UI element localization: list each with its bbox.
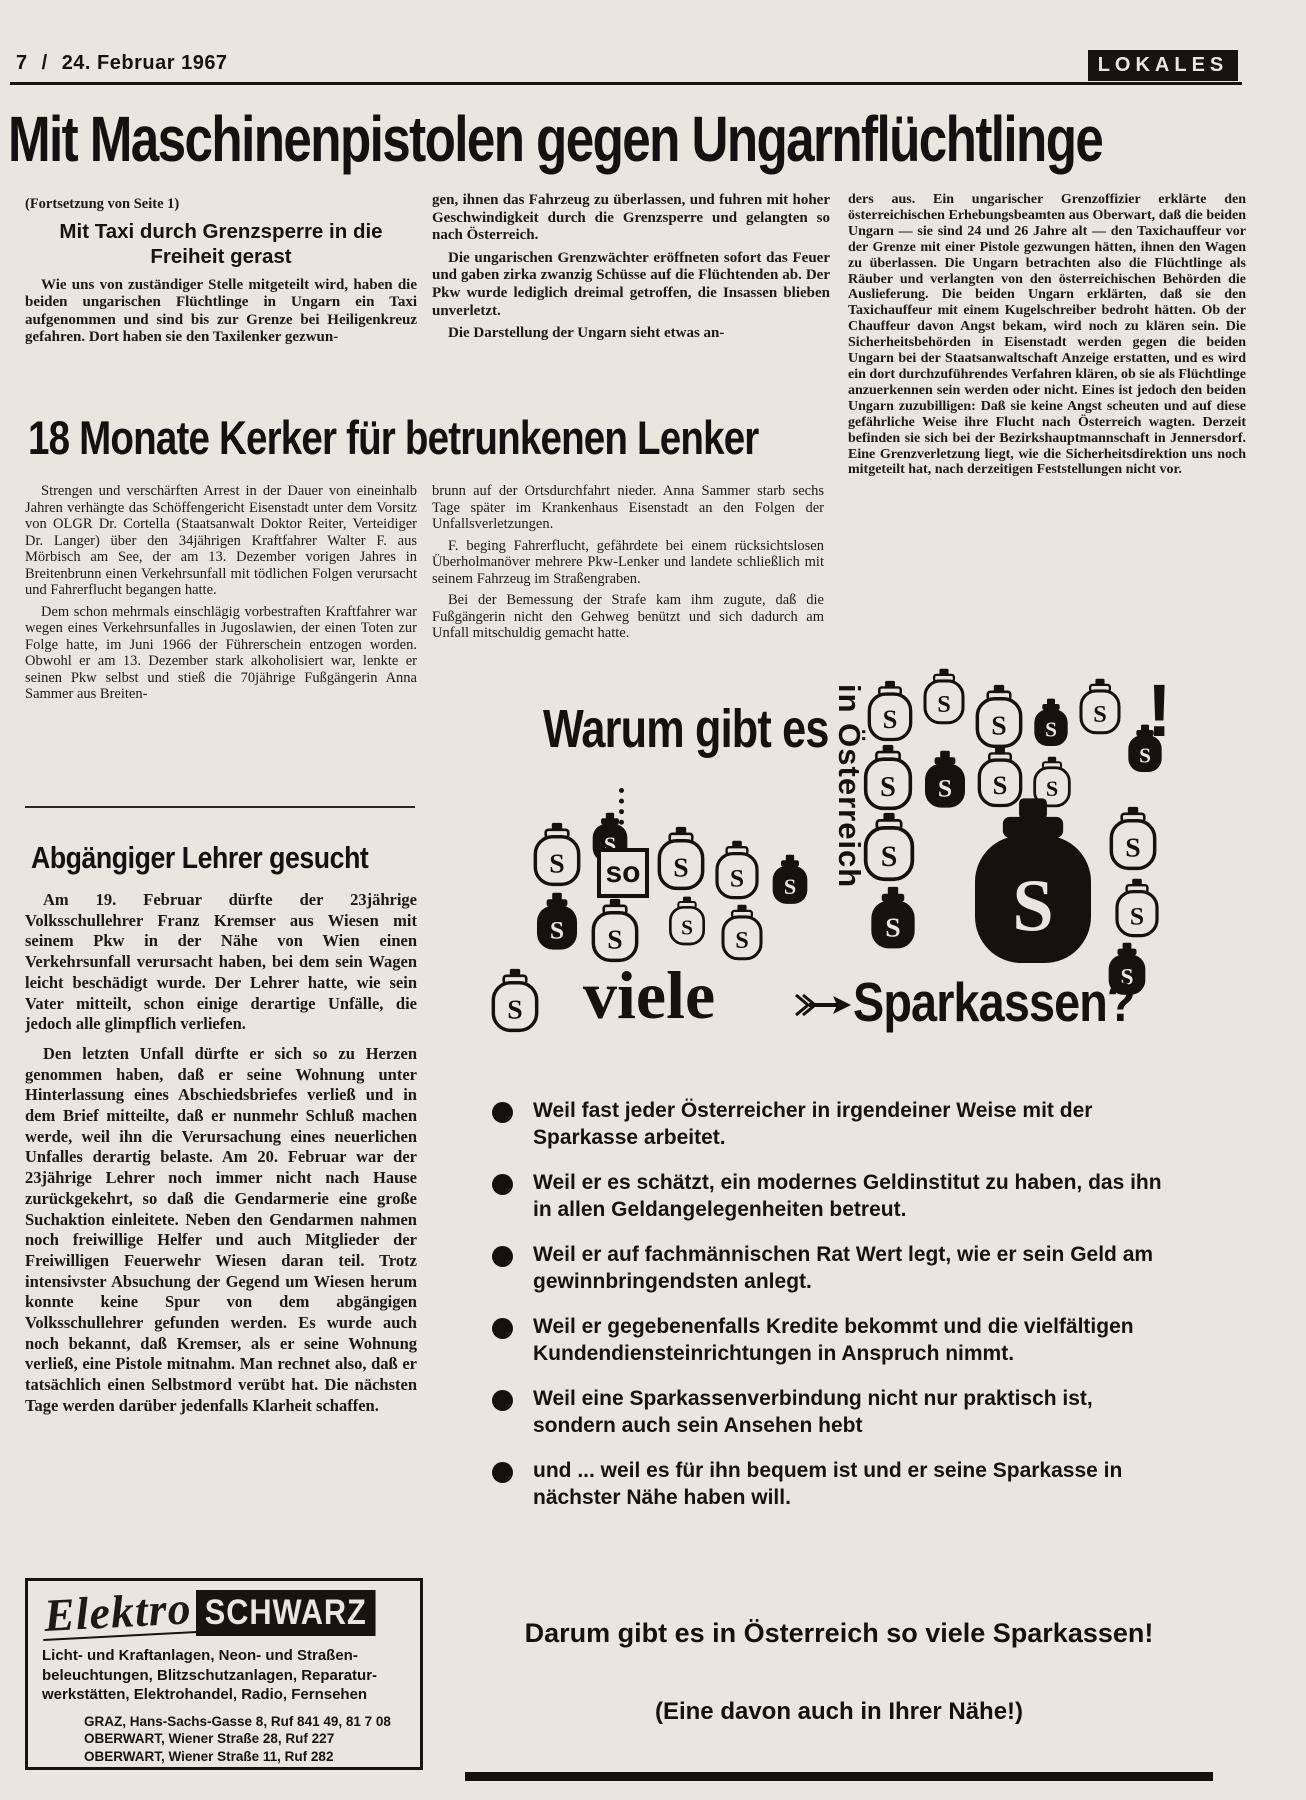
ad-closing-note: (Eine davon auch in Ihrer Nähe!) xyxy=(654,1698,1024,1725)
sparkassen-ad-graphic xyxy=(465,640,1213,1085)
body-paragraph: Die ungarischen Grenzwächter eröffneten sofort das Feuer und gaben zirka zwanzig Schüsse auf die Flüchtenden ab. Der Pkw wurde lediglich dreimal getroffen, die Insassen blieben unverletzt. xyxy=(432,249,830,319)
ad-bottom-rule xyxy=(465,1772,1213,1781)
elektro-description-line: werkstätten, Elektrohandel, Radio, Fernsehen xyxy=(42,1686,368,1703)
savings-jar-icon xyxy=(537,893,577,950)
savings-jar-icon xyxy=(869,681,910,740)
bullet-text: Weil fast jeder Österreicher in irgendeiner Weise mit der Sparkasse arbeitet. xyxy=(533,1099,1093,1149)
body-paragraph: gen, ihnen das Fahrzeug zu überlassen, und fuhren mit hoher Geschwindigkeit durch die Grenzsperre und gelangten so nach Österreich. xyxy=(432,192,830,244)
savings-jar-icon xyxy=(925,669,963,723)
body-paragraph: Dem schon mehrmals einschlägig vorbestraften Kraftfahrer war wegen eines Verkehrsunfalles in Jugoslawien, der einen Toten zur Folge hatte, im Juni 1966 der Führerschein entzogen worden. Obwohl er am 13. Dezember stark alkoholisiert war, lenkte er seinen Pkw selbst und stieß die 70jährige Fußgängerin Anna Sammer aus Breiten- xyxy=(25,603,417,702)
body-paragraph: Bei der Bemessung der Strafe kam ihm zugute, daß die Fußgängerin nicht den Gehweg benützt und sich dadurch am Unfall mitschuldig gemacht hatte. xyxy=(432,592,824,641)
column-divider-rule xyxy=(25,806,415,808)
lead-article-column-1 xyxy=(25,196,417,347)
bullet-text: Weil er gegebenenfalls Kredite bekommt und die vielfältigen Kundendiensteinrichtungen in Anspruch nimmt. xyxy=(533,1315,1134,1365)
list-item xyxy=(492,1458,1182,1511)
list-item xyxy=(492,1242,1182,1295)
issue-date: 24. Februar 1967 xyxy=(61,52,228,74)
savings-jar-icon xyxy=(925,751,965,808)
savings-jar-icon xyxy=(717,841,757,898)
elektro-brand-row xyxy=(42,1582,408,1641)
ad-word-viele: viele xyxy=(583,957,716,1033)
body-paragraph: Strengen und verschärften Arrest in der Dauer von eineinhalb Jahren verhängte das Schöffengericht Eisenstadt unter dem Vorsitz von OLGR Dr. Cortella (Staatsanwalt Doktor Reiter, Verteidiger Dr. Langer) über den 34jährigen Kraftfahrer Walter F. aus Mörbisch am See, der am 13. Dezember vorigen Jahres in Breitenbrunn einen Verkehrsunfall mit tödlichen Folgen verursacht und Fahrerflucht begangen hatte. xyxy=(25,483,417,598)
list-item xyxy=(492,1098,1182,1151)
body-paragraph: ders aus. Ein ungarischer Grenzoffizier erklärte den österreichischen Erhebungsbeamten aus Oberwart, daß die beiden Ungarn — sie sind 24 und 26 Jahre alt — den Taxichauffeur vor der Grenze mit einer Pistole gezwungen hätten, ihnen den Wagen zu überlassen. Die Ungarn betrachten also die Flüchtlinge als Räuber und verlangten von den österreichischen Behörden die Auslieferung. Die beiden Ungarn erklärten, daß sie den Taxichauffeur mit einem Kugelschreiber bedroht hätten. Ob der Chauffeur davon Angst bekam, wird noch zu klären sein. Die Sicherheitsbehörden in Eisenstadt werden gegen die beiden Ungarn bei der Staatsanwaltschaft Anzeige erstatten, und es wird ein dort durchzuführendes Verfahren klären, ob sie als Flüchtlinge anzuerkennen sein werden oder nicht. Eines ist jedoch den beiden Ungarn zuzubilligen: Daß sie keine Angst scheuten und auf diese gefährliche Weise ihre Flucht nach Österreich wagten. Derzeit befinden sie sich bei der Bezirkshauptmannschaft in Jennersdorf. Eine Grenzverletzung liegt, wie die Sicherheitsdirektion uns noch mitgeteilt hat, nach derzeitigen Feststellungen nicht vor. xyxy=(848,192,1246,478)
bullet-text: und ... weil es für ihn bequem ist und er seine Sparkasse in nächster Nähe haben will. xyxy=(533,1459,1123,1509)
lead-article-column-2 xyxy=(432,192,830,343)
masthead-folio xyxy=(16,52,228,75)
teacher-headline: Abgängiger Lehrer gesucht xyxy=(31,840,369,875)
elektro-description xyxy=(42,1646,408,1705)
elektro-address-line: GRAZ, Hans-Sachs-Gasse 8, Ruf 841 49, 81 7 08 xyxy=(84,1713,391,1729)
elektro-address-line: OBERWART, Wiener Straße 11, Ruf 282 xyxy=(84,1748,334,1764)
list-item xyxy=(492,1170,1182,1223)
savings-jar-icon xyxy=(1081,679,1119,733)
ad-word-warum: Warum gibt es xyxy=(543,699,829,759)
savings-jar-icon xyxy=(670,897,703,944)
bullet-text: Weil eine Sparkassenverbindung nicht nur praktisch ist, sondern auch sein Ansehen hebt xyxy=(533,1387,1093,1437)
elektro-schwarz-ad xyxy=(25,1578,423,1770)
savings-jar-icon xyxy=(871,887,914,949)
savings-jar-icon xyxy=(773,855,808,904)
elektro-brand-script: Elektro xyxy=(41,1585,199,1641)
savings-jar-icon xyxy=(1034,699,1067,746)
lead-article-column-3 xyxy=(848,192,1246,478)
savings-jar-icon xyxy=(866,745,911,808)
section-label: LOKALES xyxy=(1088,50,1238,81)
ad-exclamation-mark: ! xyxy=(1147,669,1172,752)
body-paragraph: Am 19. Februar dürfte der 23jährige Volksschullehrer Franz Kremser aus Wiesen mit seinem Pkw in der Nähe von Wien einen Verkehrsunfall verursacht haben, bei dem sein Wagen leicht beschädigt wurde. Der Lehrer hatte, wie sein Vater mitteilt, schon einige derartige Unfälle, die jedoch alle glimpflich verliefen. xyxy=(25,890,417,1034)
page-number: 7 xyxy=(16,52,28,74)
body-paragraph: Die Darstellung der Ungarn sieht etwas an- xyxy=(448,325,725,342)
court-article-column-1 xyxy=(25,483,417,703)
savings-jar-icon xyxy=(975,798,1091,963)
body-paragraph: brunn auf der Ortsdurchfahrt nieder. Anna Sammer starb sechs Tage später im Krankenhaus Eisenstadt an den Folgen der Unfallsverletzungen. xyxy=(432,483,824,532)
savings-jar-icon xyxy=(977,685,1020,747)
savings-jar-icon xyxy=(593,899,636,961)
bullet-dot-icon xyxy=(492,1102,513,1123)
elektro-description-line: beleuchtungen, Blitzschutzanlagen, Reparatur- xyxy=(42,1666,378,1684)
savings-jar-icon xyxy=(866,813,913,879)
lead-subhead: Mit Taxi durch Grenzsperre in die Freiheit gerast xyxy=(59,219,383,268)
savings-jar-icon xyxy=(1111,807,1154,869)
ad-word-so: so xyxy=(597,848,649,898)
ad-closing-line: Darum gibt es in Österreich so viele Sparkassen! xyxy=(524,1618,1154,1648)
elektro-addresses xyxy=(42,1713,408,1766)
bullet-text: Weil er es schätzt, ein modernes Geldinstitut zu haben, das ihn in allen Geldangelegenheiten betreut. xyxy=(533,1171,1162,1221)
bullet-dot-icon xyxy=(492,1462,513,1483)
ad-word-in-oesterreich: in Österreich xyxy=(832,684,867,889)
body-paragraph: Den letzten Unfall dürfte er sich so zu Herzen genommen haben, daß er seine Wohnung unter Hinterlassung eines Abschiedsbriefes verließ und in dem Brief mitteilte, daß er nunmehr Schluß machen werde, weil ihn die Verursachung eines neuerlichen Unfalles derartig belaste. Am 20. Februar war der 23jährige Lehrer noch immer nicht nach Hause zurückgekehrt, so daß die Gendarmerie eine große Suchaktion einleitete. Neben den Gendarmen nahmen noch freiwillige Helfer und auch Mitglieder der Freiwilligen Feuerwehr Wiesen daran teil. Trotz intensivster Absuchung der Gegend um Wiesen herum konnte keine Spur von dem abgängigen Volksschullehrer gefunden werden. Es wurde auch noch bekannt, daß Kremser, als er seine Wohnung verließ, eine Pistole mitnahm. Man rechnet also, daß er tatsächlich einen Selbstmord verübt hat. Die nächsten Tage werden darüber jedenfalls Klarheit schaffen. xyxy=(25,1043,417,1415)
body-paragraph: Wie uns von zuständiger Stelle mitgeteilt wird, haben die beiden ungarischen Flüchtlinge in Ungarn ein Taxi aufgenommen und sind bis zur Grenze bei Heiligenkreuz gefahren. Dort haben sie den Taxilenker gezwun- xyxy=(25,276,417,346)
elektro-address-line: OBERWART, Wiener Straße 28, Ruf 227 xyxy=(84,1731,335,1746)
bullet-dot-icon xyxy=(492,1246,513,1267)
savings-jar-icon xyxy=(659,827,702,889)
dotted-connector-line xyxy=(619,788,624,846)
savings-jar-icon xyxy=(723,905,761,959)
elektro-description-line: Licht- und Kraftanlagen, Neon- und Straßen- xyxy=(42,1647,358,1664)
bullet-text: Weil er auf fachmännischen Rat Wert legt, wie er sein Geld am gewinnbringendsten anlegt. xyxy=(533,1243,1154,1293)
savings-jar-icon xyxy=(979,747,1020,806)
ad-word-sparkassen: Sparkassen? xyxy=(853,971,1135,1033)
body-paragraph: F. beging Fahrerflucht, gefährdete bei einem rücksichtslosen Überholmanöver mehrere Pkw-Lenker und landete schließlich mit seinem Fahrzeug im Straßengraben. xyxy=(432,537,824,587)
elektro-brand-block: SCHWARZ xyxy=(196,1590,375,1636)
teacher-article xyxy=(25,840,417,1417)
savings-jar-icon xyxy=(535,823,578,885)
court-headline: 18 Monate Kerker für betrunkenen Lenker xyxy=(28,411,759,464)
sparkassen-ad-bullets xyxy=(492,1098,1182,1530)
bullet-dot-icon xyxy=(492,1390,513,1411)
savings-jar-icon xyxy=(1117,879,1157,936)
folio-separator: / xyxy=(41,52,48,74)
savings-jar-icon xyxy=(493,969,536,1031)
header-rule xyxy=(10,82,1242,85)
court-article-column-2 xyxy=(432,483,824,642)
bullet-dot-icon xyxy=(492,1318,513,1339)
arrow-icon xyxy=(795,992,851,1018)
continuation-note: (Fortsetzung von Seite 1) xyxy=(25,196,180,212)
lead-headline: Mit Maschinenpistolen gegen Ungarnflüchtlinge xyxy=(8,103,1103,175)
list-item xyxy=(492,1314,1182,1367)
list-item xyxy=(492,1386,1182,1439)
bullet-dot-icon xyxy=(492,1174,513,1195)
